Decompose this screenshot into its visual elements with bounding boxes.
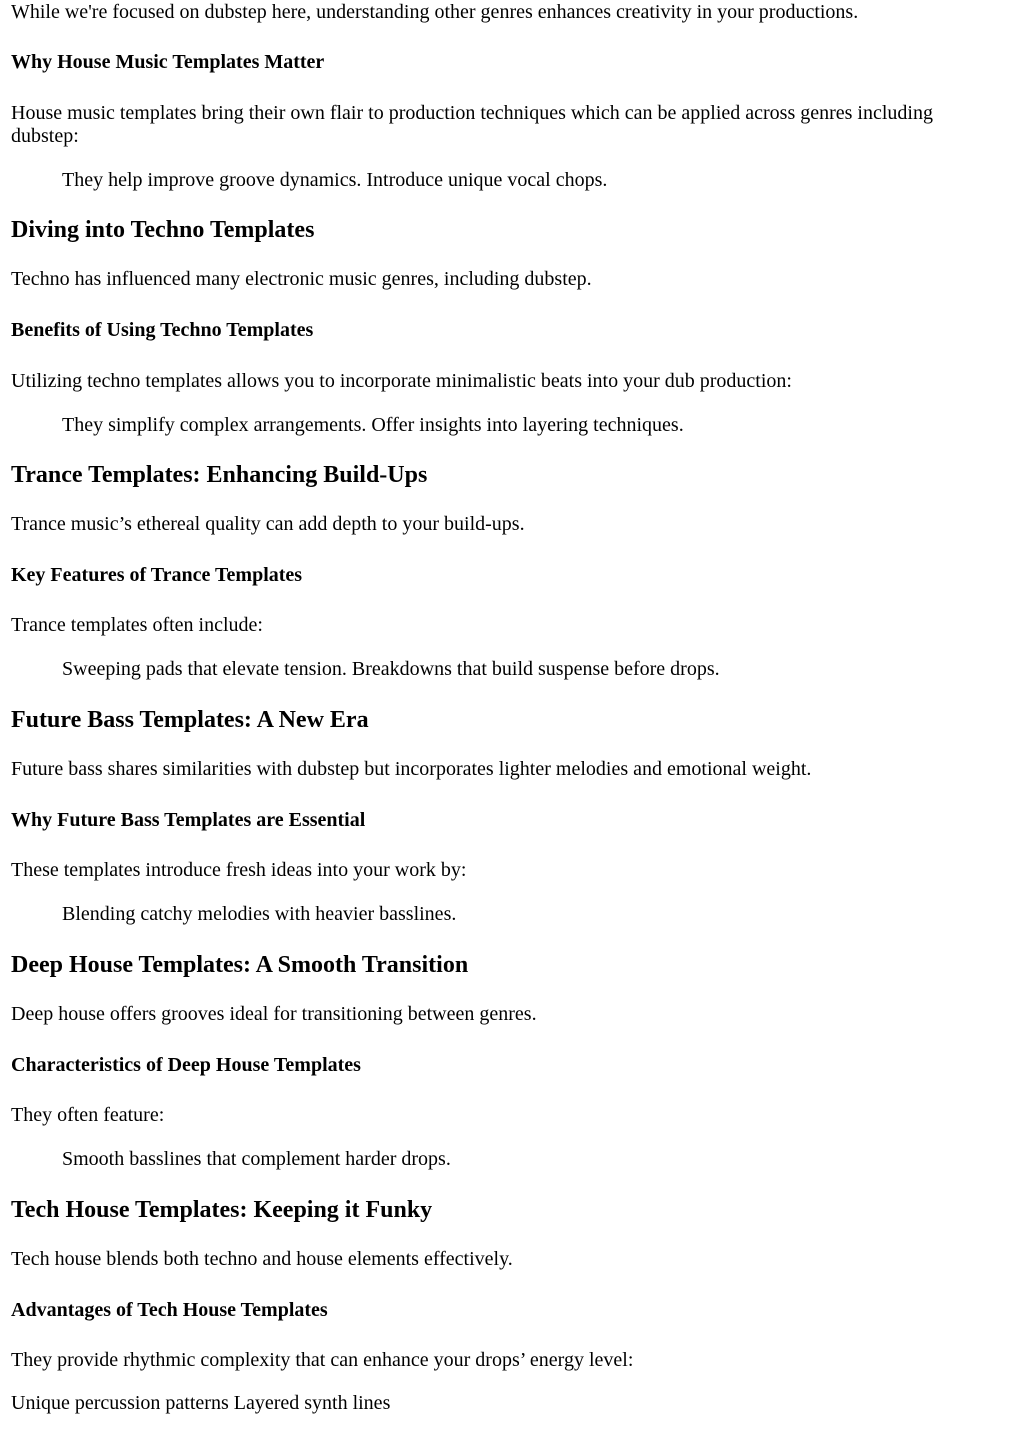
techno-subheading: Benefits of Using Techno Templates: [11, 319, 314, 341]
house-points-list: They help improve groove dynamics. Introduce unique vocal chops.: [62, 169, 608, 191]
trance-body-paragraph: Trance templates often include:: [11, 614, 263, 636]
deep-house-heading: Deep House Templates: A Smooth Transition: [11, 952, 469, 978]
trance-subheading: Key Features of Trance Templates: [11, 564, 303, 586]
intro-paragraph: While we're focused on dubstep here, understanding other genres enhances creativity in your productions.: [11, 1, 859, 23]
house-subheading: Why House Music Templates Matter: [11, 51, 325, 73]
trance-intro-paragraph: Trance music’s ethereal quality can add depth to your build-ups.: [11, 513, 525, 535]
techno-heading: Diving into Techno Templates: [11, 217, 315, 243]
future-bass-subheading: Why Future Bass Templates are Essential: [11, 809, 366, 831]
techno-points-list: They simplify complex arrangements. Offer insights into layering techniques.: [62, 414, 684, 436]
techno-body-paragraph: Utilizing techno templates allows you to incorporate minimalistic beats into your dub production:: [11, 370, 792, 392]
deep-house-intro-paragraph: Deep house offers grooves ideal for transitioning between genres.: [11, 1003, 537, 1025]
future-bass-points-list: Blending catchy melodies with heavier basslines.: [62, 903, 457, 925]
deep-house-body-paragraph: They often feature:: [11, 1104, 165, 1126]
future-bass-body-paragraph: These templates introduce fresh ideas into your work by:: [11, 859, 467, 881]
techno-intro-paragraph: Techno has influenced many electronic music genres, including dubstep.: [11, 268, 592, 290]
trance-heading: Trance Templates: Enhancing Build-Ups: [11, 462, 428, 488]
tech-house-points-list: Unique percussion patterns Layered synth lines: [11, 1392, 391, 1414]
deep-house-points-list: Smooth basslines that complement harder drops.: [62, 1148, 451, 1170]
tech-house-intro-paragraph: Tech house blends both techno and house elements effectively.: [11, 1248, 513, 1270]
tech-house-body-paragraph: They provide rhythmic complexity that can enhance your drops’ energy level:: [11, 1349, 634, 1371]
trance-points-list: Sweeping pads that elevate tension. Breakdowns that build suspense before drops.: [62, 658, 720, 680]
tech-house-heading: Tech House Templates: Keeping it Funky: [11, 1197, 433, 1223]
deep-house-subheading: Characteristics of Deep House Templates: [11, 1054, 361, 1076]
house-body-paragraph: House music templates bring their own flair to production techniques which can be applied across genres including dubstep:: [11, 102, 933, 147]
tech-house-subheading: Advantages of Tech House Templates: [11, 1299, 328, 1321]
future-bass-heading: Future Bass Templates: A New Era: [11, 707, 369, 733]
future-bass-intro-paragraph: Future bass shares similarities with dubstep but incorporates lighter melodies and emotional weight.: [11, 758, 812, 780]
